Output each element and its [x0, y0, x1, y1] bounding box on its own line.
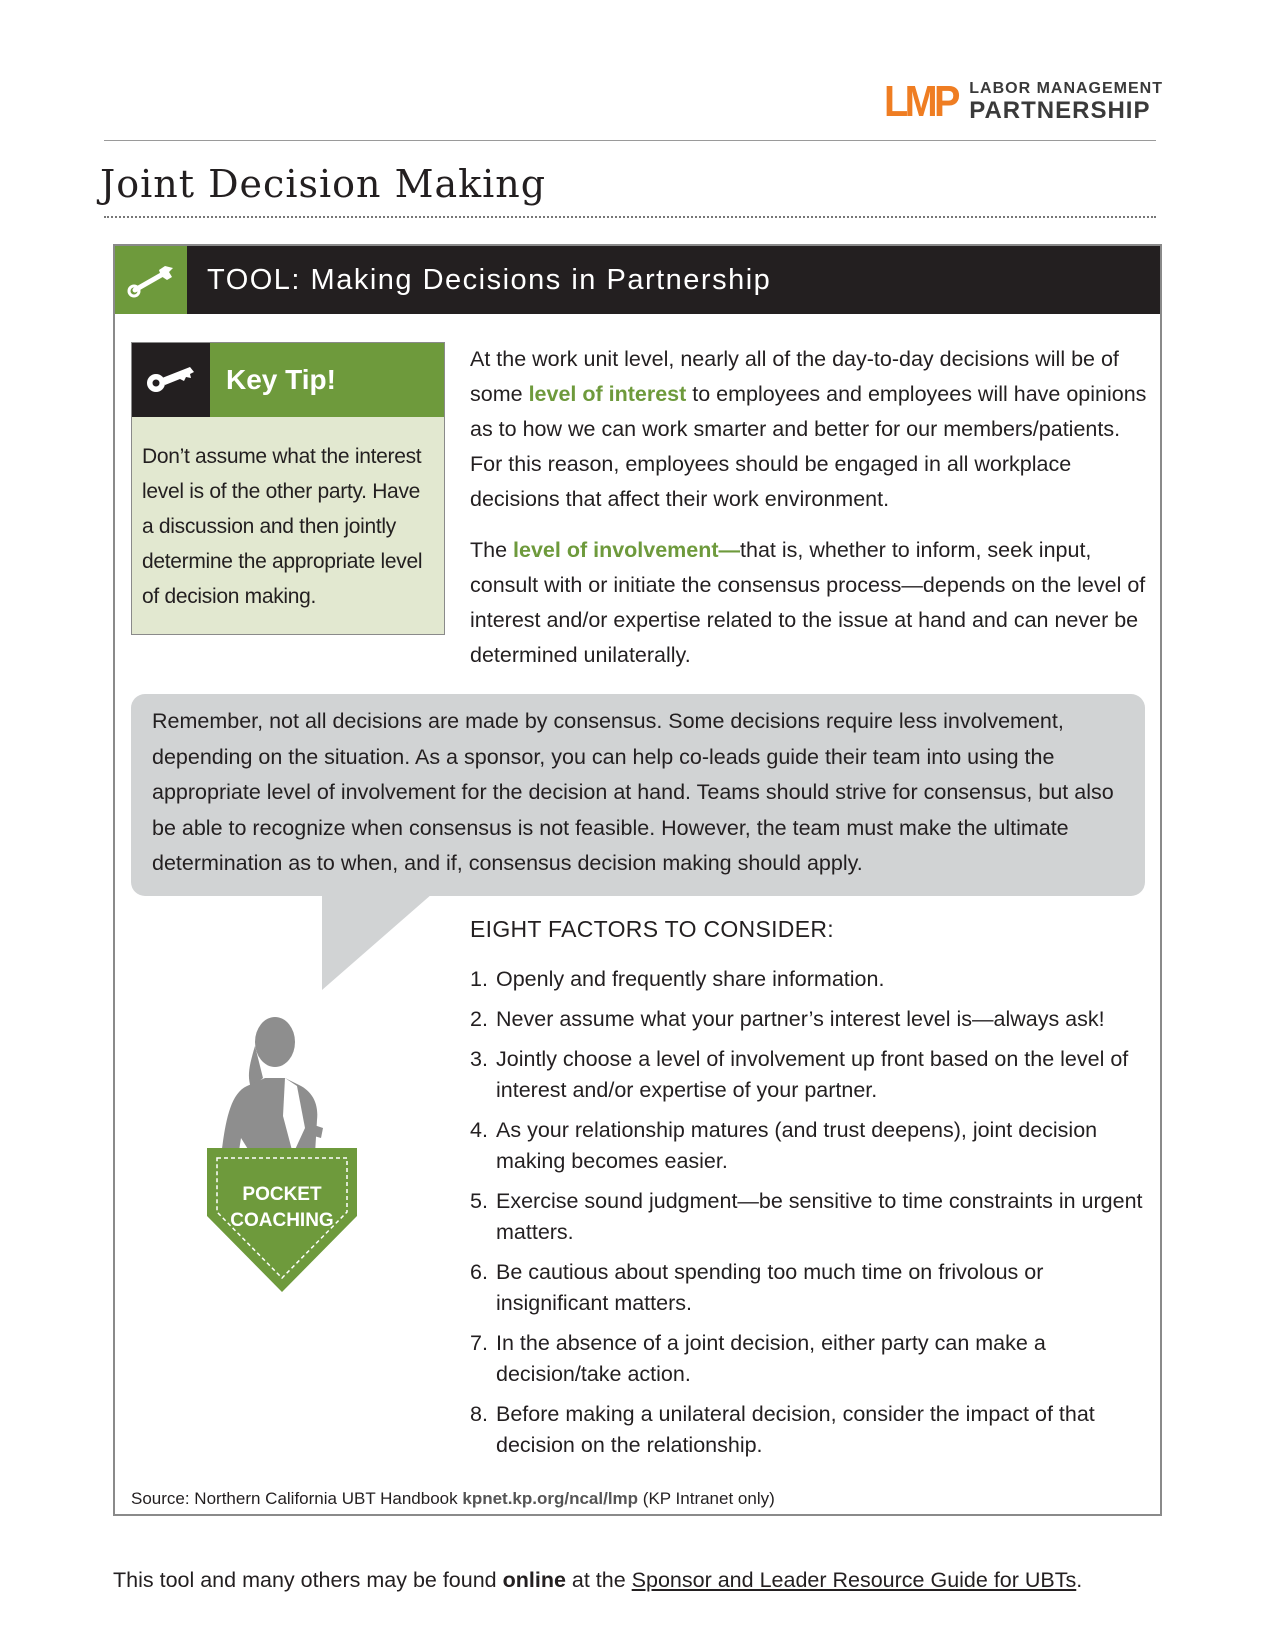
- list-item: [470, 1044, 1150, 1106]
- highlight-level-of-interest: level of interest: [528, 382, 687, 406]
- logo-mark: LMP: [884, 77, 958, 126]
- list-item-text: Before making a unilateral decision, consider the impact of that decision on the relationship.: [496, 1402, 1095, 1457]
- intro-p2-after: that is, whether to inform, seek input, consult with or initiate the consensus process—depends on the level of interest and/or expertise related to the issue at hand and can never be determined unilaterally.: [470, 538, 1146, 667]
- intro-p1-before: At the work unit level, nearly all of the day-to-day decisions will be of some: [470, 347, 1119, 406]
- top-divider: [104, 140, 1156, 141]
- list-item-number: 5.: [470, 1189, 488, 1213]
- footer-middle: at the: [565, 1568, 632, 1592]
- pocket-coaching-line1: POCKET: [242, 1184, 322, 1205]
- list-item-text: Be cautious about spending too much time on frivolous or insignificant matters.: [496, 1260, 1044, 1315]
- key-tip-box: [131, 342, 445, 635]
- tool-header: [115, 246, 1160, 314]
- list-item-text: Exercise sound judgment—be sensitive to time constraints in urgent matters.: [496, 1189, 1143, 1244]
- logo-line2: PARTNERSHIP: [969, 97, 1151, 124]
- key-tip-label: Key Tip!: [210, 343, 444, 417]
- list-item: [470, 1115, 1150, 1177]
- intro-paragraph-2: [470, 533, 1150, 673]
- source-link[interactable]: kpnet.kp.org/ncal/lmp: [462, 1489, 639, 1508]
- source-prefix: Source: Northern California UBT Handbook: [131, 1489, 463, 1508]
- footer-before: This tool and many others may be found: [113, 1568, 503, 1592]
- pocket-coaching-figure: [207, 1016, 357, 1296]
- footer-online: online: [502, 1568, 566, 1592]
- callout-bubble-tail: [322, 894, 442, 994]
- list-item-text: As your relationship matures (and trust deepens), joint decision making becomes easier.: [496, 1118, 1098, 1173]
- key-tip-text: Don’t assume what the interest level is of the other party. Have a discussion and then jointly determine the appropriate level of decision making.: [142, 445, 423, 608]
- list-item: [470, 964, 1150, 995]
- lmp-logo: [880, 77, 1163, 126]
- list-item: [470, 1186, 1150, 1248]
- list-item-number: 2.: [470, 1007, 488, 1031]
- key-tip-header: [132, 343, 444, 417]
- list-item-text: Jointly choose a level of involvement up front based on the level of interest and/or expertise of your partner.: [496, 1047, 1129, 1102]
- pocket-coaching-line2: COACHING: [230, 1210, 334, 1231]
- intro-text: [470, 342, 1150, 689]
- list-item-number: 7.: [470, 1331, 488, 1355]
- logo-line1: LABOR MANAGEMENT: [969, 80, 1163, 97]
- intro-p1-after: to employees and employees will have opinions as to how we can work smarter and better for our members/patients. For this reason, employees should be engaged in all workplace decisions that affect their work environment.: [470, 382, 1147, 511]
- list-item-number: 6.: [470, 1260, 488, 1284]
- intro-p2-before: The: [470, 538, 514, 562]
- list-item-text: In the absence of a joint decision, either party can make a decision/take action.: [496, 1331, 1046, 1386]
- list-item: [470, 1004, 1150, 1035]
- list-item-text: Never assume what your partner’s interest level is—always ask!: [496, 1007, 1105, 1031]
- wrench-icon: [115, 246, 187, 314]
- key-icon: [132, 343, 210, 417]
- page-title: Joint Decision Making: [100, 162, 547, 206]
- footer-after: .: [1076, 1568, 1083, 1592]
- source-suffix: (KP Intranet only): [638, 1489, 775, 1508]
- footer-note: [113, 1568, 1082, 1593]
- list-item: [470, 1257, 1150, 1319]
- tool-title: TOOL: Making Decisions in Partnership: [207, 263, 772, 296]
- factors-list: [470, 964, 1150, 1470]
- list-item-number: 3.: [470, 1047, 488, 1071]
- list-item: [470, 1399, 1150, 1461]
- logo-text: [969, 81, 1163, 123]
- list-item-text: Openly and frequently share information.: [496, 967, 885, 991]
- list-item-number: 8.: [470, 1402, 488, 1426]
- list-item-number: 1.: [470, 967, 488, 991]
- resource-guide-link[interactable]: Sponsor and Leader Resource Guide for UBTs: [631, 1568, 1077, 1592]
- factors-title: EIGHT FACTORS TO CONSIDER:: [470, 916, 834, 942]
- title-divider: [104, 216, 1156, 218]
- source-note: [131, 1489, 775, 1509]
- list-item-number: 4.: [470, 1118, 488, 1142]
- callout-bubble: Remember, not all decisions are made by consensus. Some decisions require less involvement, depending on the situation. As a sponsor, you can help co-leads guide their team into using the appropriate level of involvement for the decision at hand. Teams should strive for consensus, but also be able to recognize when consensus is not feasible. However, the team must make the ultimate determination as to when, and if, consensus decision making should apply.: [131, 694, 1145, 896]
- tool-box: [113, 244, 1162, 1516]
- intro-paragraph-1: [470, 342, 1150, 517]
- list-item: [470, 1328, 1150, 1390]
- highlight-level-of-involvement: level of involvement—: [513, 538, 741, 562]
